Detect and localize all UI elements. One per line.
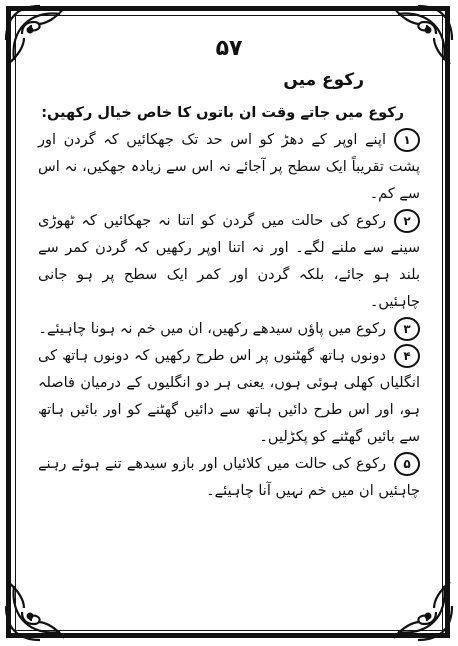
page-body	[38, 100, 420, 505]
corner-ornament-bottom-right	[386, 574, 458, 646]
item-number-badge: ۵	[394, 452, 420, 476]
list-item-2	[38, 208, 420, 316]
item-number-badge: ۱	[394, 128, 420, 152]
list-item-5	[38, 451, 420, 505]
item-number-badge: ۴	[394, 344, 420, 368]
list-item-1	[38, 127, 420, 208]
item-text: دونوں ہاتھ گھٹنوں پر اس طرح رکھیں کہ دونوں ہاتھ کی انگلیاں کھلی ہوئی ہوں، یعنی ہر دو انگلیوں کے درمیان فاصلہ ہو، اور اس طرح دائیں ہاتھ سے دائیں گھٹنے کو اور بائیں ہاتھ سے بائیں گھٹنے کو پکڑلیں۔	[38, 348, 420, 445]
section-heading: رکوع میں	[283, 70, 364, 90]
item-text: رکوع میں پاؤں سیدھے رکھیں، ان میں خم نہ ہونا چاہیئے۔	[38, 321, 386, 337]
item-text: رکوع کی حالت میں گردن کو اتنا نہ جھکائیں کہ ٹھوڑی سینے سے ملنے لگے۔ اور نہ اتنا اوپر رکھیں کہ گردن کمر سے بلند ہو جائے، بلکہ گردن اور کمر ایک سطح پر ہو جانی چاہئیں۔	[38, 213, 420, 310]
list-item-4	[38, 343, 420, 451]
intro-text: رکوع میں جاتے وقت ان باتوں کا خاص خیال رکھیں:	[41, 105, 404, 121]
corner-ornament-bottom-left	[0, 574, 72, 646]
item-text: اپنے اوپر کے دھڑ کو اس حد تک جھکائیں کہ گردن اور پشت تقریباً ایک سطح پر آجائے نہ اس سے زیادہ جھکیں، نہ اس سے کم۔	[38, 132, 420, 202]
page-number: ۵۷	[215, 36, 243, 61]
list-item-3	[38, 316, 420, 343]
item-text: رکوع کی حالت میں کلائیاں اور بازو سیدھے تنے ہوئے رہنے چاہئیں ان میں خم نہیں آنا چاہیئے۔	[38, 456, 420, 499]
item-number-badge: ۲	[394, 209, 420, 233]
item-number-badge: ۳	[394, 317, 420, 341]
